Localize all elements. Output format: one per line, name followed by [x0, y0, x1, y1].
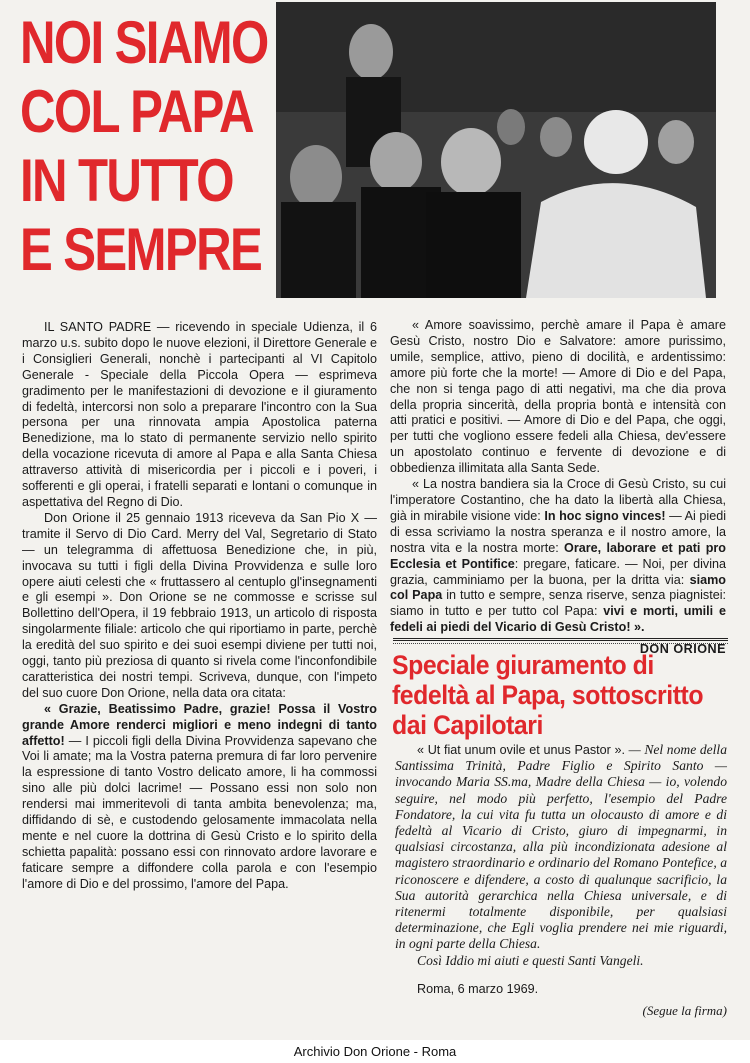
- headline: [20, 8, 268, 284]
- oath-date: Roma, 6 marzo 1969.: [417, 981, 539, 996]
- section-divider: [393, 638, 728, 644]
- text-span: « La nostra bandiera sia la Croce di Gesù Cristo, su cui l'imperatore Costantino, che ha dato la libertà alla Chiesa, già in mirabile visione vide:: [390, 477, 726, 523]
- headline-line: NOI SIAMO: [20, 9, 268, 76]
- quote-text: — I piccoli figli della Divina Provvidenza sapevano che Voi li amate; ma la Vostra paterna premura di far loro pervenire la espressione di tanto Vostro delicato amore, li ha commossi sino alle più dolci lacrime! — Possano essi non solo non rendersi mai immeritevoli di tanta ambita benevolenza; ma, diffidando di sè, e custodendo gelosamente immacolata nella mente e nel cuore la dottrina di Gesù Cristo e lo spirito della schietta papalità: possano essi con rinnovato ardore lavorare e faticare sempre a diffondere colla parola e con l'esempio l'amore di Dio e del prossimo, l'amore del Papa.: [22, 733, 377, 891]
- bold-span: vivi e morti, umili e fedeli ai piedi del Vicario di Gesù Cristo! ».: [390, 604, 726, 635]
- article-column-left: [22, 320, 377, 893]
- headline-line: COL PAPA: [20, 78, 253, 145]
- article-paragraph: « Amore soavissimo, perchè amare il Papa è amare Gesù Cristo, nostro Dio e Salvatore: amore purissimo, umile, semplice, attivo, pieno di docilità, e ardentissimo: amore più forte che la morte! — Amore di Dio e del Papa, che non si tenga pago di atti negativi, ma che dia prova della propria sincerità, della propria bontà e intensità con atti pratici e positivi. — Amore di Dio e del Papa, che oggi, per tutti che vogliono essere fedeli alla Chiesa, dev'essere un apostolato continuo e fervente di devozione e di obbedienza illimitata alla Santa Sede.: [390, 318, 726, 476]
- bold-span: Orare, laborare et pati pro Ecclesia et Pontifice: [390, 540, 726, 571]
- article-paragraph: [390, 477, 726, 636]
- archive-footer: Archivio Don Orione - Roma: [0, 1040, 750, 1063]
- article-quote-paragraph: [22, 702, 377, 893]
- quote-bold: « Grazie, Beatissimo Padre, grazie! Possa il Vostro grande Amore renderci migliori e meno indegni di tanto affetto!: [22, 701, 377, 748]
- oath-body: — Nel nome della Santissima Trinità, Padre Figlio e Spirito Santo — invocando Maria SS.ma, Madre della Chiesa — io, volendo seguire, nel modo più perfetto, l'esempio del Padre Fondatore, la cui vita fu tutta un olocausto di amore e di fedeltà al Vicario di Cristo, giuro di impegnarmi, in qualsiasi circostanza, alla più incondizionata adesione al magistero straordinario e ordinario del Romano Pontefice, a riconoscere e difendere, a costo di qualunque sacrificio, la Sua autorità gerarchica nella Chiesa universale, e di ritenermi totalmente disponibile, per qualsiasi determinazione, che Egli voglia prendere nei mie riguardi, in ogni parte della Chiesa.: [395, 742, 727, 952]
- bold-span: In hoc signo vinces!: [544, 508, 666, 523]
- oath-title: Speciale giuramento di fedeltà al Papa, sottoscritto dai Capilotari: [392, 650, 704, 740]
- photo-papal-audience: [276, 2, 716, 298]
- photo-placeholder-icon: [276, 2, 716, 298]
- oath-follows: (Segue la firma): [642, 1003, 727, 1019]
- article-paragraph: IL SANTO PADRE — ricevendo in speciale Udienza, il 6 marzo u.s. subito dopo le nuove elezioni, il Direttore Generale e i Consiglieri Generali, nonchè i partecipanti al VI Capitolo Generale - Speciale della Piccola Opera — esprimeva gradimento per le manifestazioni di devozione e il giuramento di fedeltà, intercorsi non solo a preparare l'incontro con la Sua persona per una rinnovata ampia Apostolica paterna Benedizione, ma lo stato di permanente servizio nello spirito della vocazione ricevuta di amore al Papa e alla Santa Chiesa attraverso attività di misericordia per i piccoli e i poveri, i sofferenti e gli operai, i fratelli separati e lontani o comunque in aspettativa del Regno di Dio.: [22, 320, 377, 509]
- oath-paragraph: [395, 742, 727, 953]
- text-span: — Ai piedi di essa scriviamo la nostra speranza e il nostro amore, la nostra vita e la nostra morte:: [390, 508, 727, 555]
- text-span: in tutto e sempre, senza riserve, senza piagnistei: siamo in tutto e per tutto col Papa:: [390, 588, 726, 619]
- article-column-right: [390, 318, 726, 658]
- oath-quote: « Ut fiat unum ovile et unus Pastor ».: [417, 743, 626, 757]
- headline-line: E SEMPRE: [20, 216, 262, 283]
- headline-line: IN TUTTO: [20, 147, 233, 214]
- bold-span: siamo col Papa: [390, 572, 726, 603]
- oath-closing: Così Iddio mi aiuti e questi Santi Vangeli.: [417, 952, 644, 968]
- signature: DON ORIONE: [639, 642, 726, 657]
- text-span: : pregare, faticare. — Noi, per divina grazia, camminiamo per la buona, per la dritta via:: [390, 556, 727, 587]
- article-paragraph: Don Orione il 25 gennaio 1913 riceveva da San Pio X — tramite il Servo di Dio Card. Merry del Val, Segretario di Stato — un telegramma di affettuosa Benedizione che, in più, invocava su tutti i figli della Divina Provvidenza e sulle loro opere aiuti celesti che « fruttassero al centuplo gl'insegnamenti e gli esempi ». Don Orione se ne commosse e scrisse sul Bollettino dell'Opera, il 19 febbraio 1913, un articolo di risposta singolarmente filiale: articolo che qui riportiamo in parte, perchè la eredità del suo spirito e dei suoi esempi diviene per tutti noi, oggi, tanto più preziosa di quanto si rivela come l'inconfondibile caratteristica dei nostri tempi. Scriveva, dunque, con l'impeto del suo cuore Don Orione, nella data ora citata:: [22, 510, 377, 700]
- oath-text: [395, 742, 727, 1019]
